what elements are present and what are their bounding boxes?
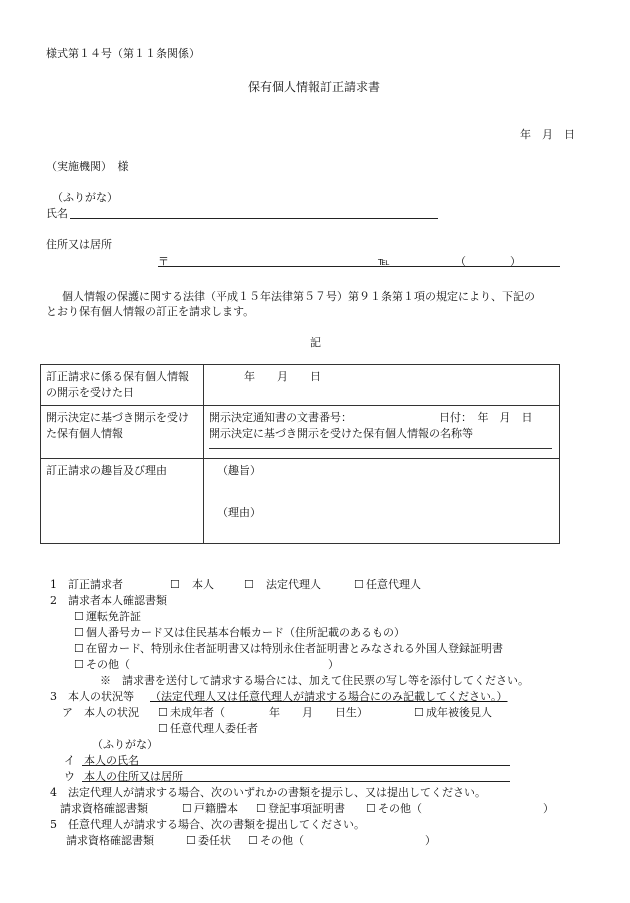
checkbox-power-of-attorney[interactable] [186,834,196,847]
section3-note: （法定代理人又は任意代理人が請求する場合にのみ記載してください。） [150,690,508,703]
checkbox-voluntary-agent[interactable] [354,578,364,591]
address-label: 住所又は居所 [46,238,112,251]
mail-note: ※ 請求書を送付して請求する場合には、加えて住民票の写し等を添付してください。 [100,674,529,687]
section4-label: 4 法定代理人が請求する場合、次のいずれかの書類を提示し、又は提出してください。 [50,786,486,799]
checkbox-family-register[interactable] [182,802,192,815]
table-row [41,459,560,544]
tel-paren: （ ） [455,255,521,268]
section4-docs-label: 請求資格確認書類 [60,802,148,815]
checkbox-self[interactable] [170,578,180,591]
option-self-label: 本人 [192,578,214,591]
address-field[interactable] [158,266,560,267]
registry-certificate-label: 登記事項証明書 [268,802,345,815]
purpose-reason-label: 訂正請求の趣旨及び理由 [41,459,204,544]
section2-label: 2 請求者本人確認書類 [50,594,167,607]
section3-u-label: ウ [64,770,75,783]
minor-label: 未成年者（ 年 月 日生） [170,706,368,719]
request-table [40,364,560,544]
principal-label: 任意代理人委任者 [170,722,258,735]
checkbox-drivers-license[interactable] [74,610,84,623]
name-field[interactable] [70,218,438,219]
purpose-reason-cell[interactable] [204,459,560,544]
checkbox-legal-representative[interactable] [244,578,254,591]
disclosed-info-cell[interactable] [204,406,560,459]
checkbox-section4-other[interactable] [366,802,376,815]
disclosure-date-value: 年 月 日 [244,370,321,383]
purpose-label: （趣旨） [217,464,261,477]
adult-ward-label: 成年被後見人 [426,706,492,719]
date-line: 年 月 日 [520,128,575,141]
residence-card-label: 在留カード、特別永住者証明書又は特別永住者証明書とみなされる外国人登録証明書 [86,642,504,655]
table-row [41,365,560,406]
form-number: 様式第１４号（第１１条関係） [46,47,200,60]
section3-a-label: ア 本人の状況 [62,706,139,719]
checkbox-my-number-card[interactable] [74,626,84,639]
disclosure-date-label: 訂正請求に係る保有個人情報の開示を受けた日 [41,365,204,406]
disclosure-date-cell[interactable] [204,365,560,406]
option-voluntary-agent-label: 任意代理人 [366,578,421,591]
family-register-label: 戸籍謄本 [194,802,238,815]
checkbox-residence-card[interactable] [74,642,84,655]
section5-docs-label: 請求資格確認書類 [66,834,154,847]
tel-mark: ℡ [378,255,390,268]
table-row [41,406,560,459]
intro-line-2: とおり保有個人情報の訂正を請求します。 [46,305,255,318]
checkbox-section5-other[interactable] [248,834,258,847]
checkbox-adult-ward[interactable] [414,706,424,719]
disclosed-info-label: 開示決定に基づき開示を受けた保有個人情報 [41,406,204,459]
agency-line: （実施機関） 様 [46,160,129,173]
disclosed-info-name-label: 開示決定に基づき開示を受けた保有個人情報の名称等 [209,427,473,440]
furigana-label: （ふりがな） [52,191,118,204]
principal-address-field[interactable] [82,781,510,782]
section3-label: 3 本人の状況等 [50,690,134,703]
doc-number-label: 開示決定通知書の文書番号： [209,411,352,424]
section4-other-label: その他（ ） [378,802,554,815]
doc-date-label: 日付： 年 月 日 [439,411,533,424]
section5-other-label: その他（ ） [260,834,436,847]
checkbox-other-id[interactable] [74,658,84,671]
power-of-attorney-label: 委任状 [198,834,231,847]
section3-furigana: （ふりがな） [92,738,158,751]
checkbox-principal[interactable] [158,722,168,735]
section3-i-label: イ [64,754,75,767]
section1-label: 1 訂正請求者 [50,578,123,591]
section5-label: 5 任意代理人が請求する場合、次の書類を提出してください。 [50,818,365,831]
name-label: 氏名 [46,207,68,220]
checkbox-minor[interactable] [158,706,168,719]
form-title: 保有個人情報訂正請求書 [248,80,381,94]
principal-address-label: 本人の住所又は居所 [84,770,183,783]
intro-line-1: 個人情報の保護に関する法律（平成１５年法律第５７号）第９１条第１項の規定により、下記の [62,290,535,303]
principal-name-field[interactable] [82,765,510,766]
principal-name-label: 本人の氏名 [84,754,139,767]
ki-mark: 記 [310,336,321,349]
reason-label: （理由） [217,506,261,519]
postal-mark: 〒 [158,255,169,268]
other-id-label: その他（ ） [86,658,339,671]
option-legal-representative-label: 法定代理人 [266,578,321,591]
disclosed-info-name-field[interactable] [209,448,552,449]
checkbox-registry-certificate[interactable] [256,802,266,815]
drivers-license-label: 運転免許証 [86,610,141,623]
my-number-card-label: 個人番号カード又は住民基本台帳カード（住所記載のあるもの） [86,626,405,639]
